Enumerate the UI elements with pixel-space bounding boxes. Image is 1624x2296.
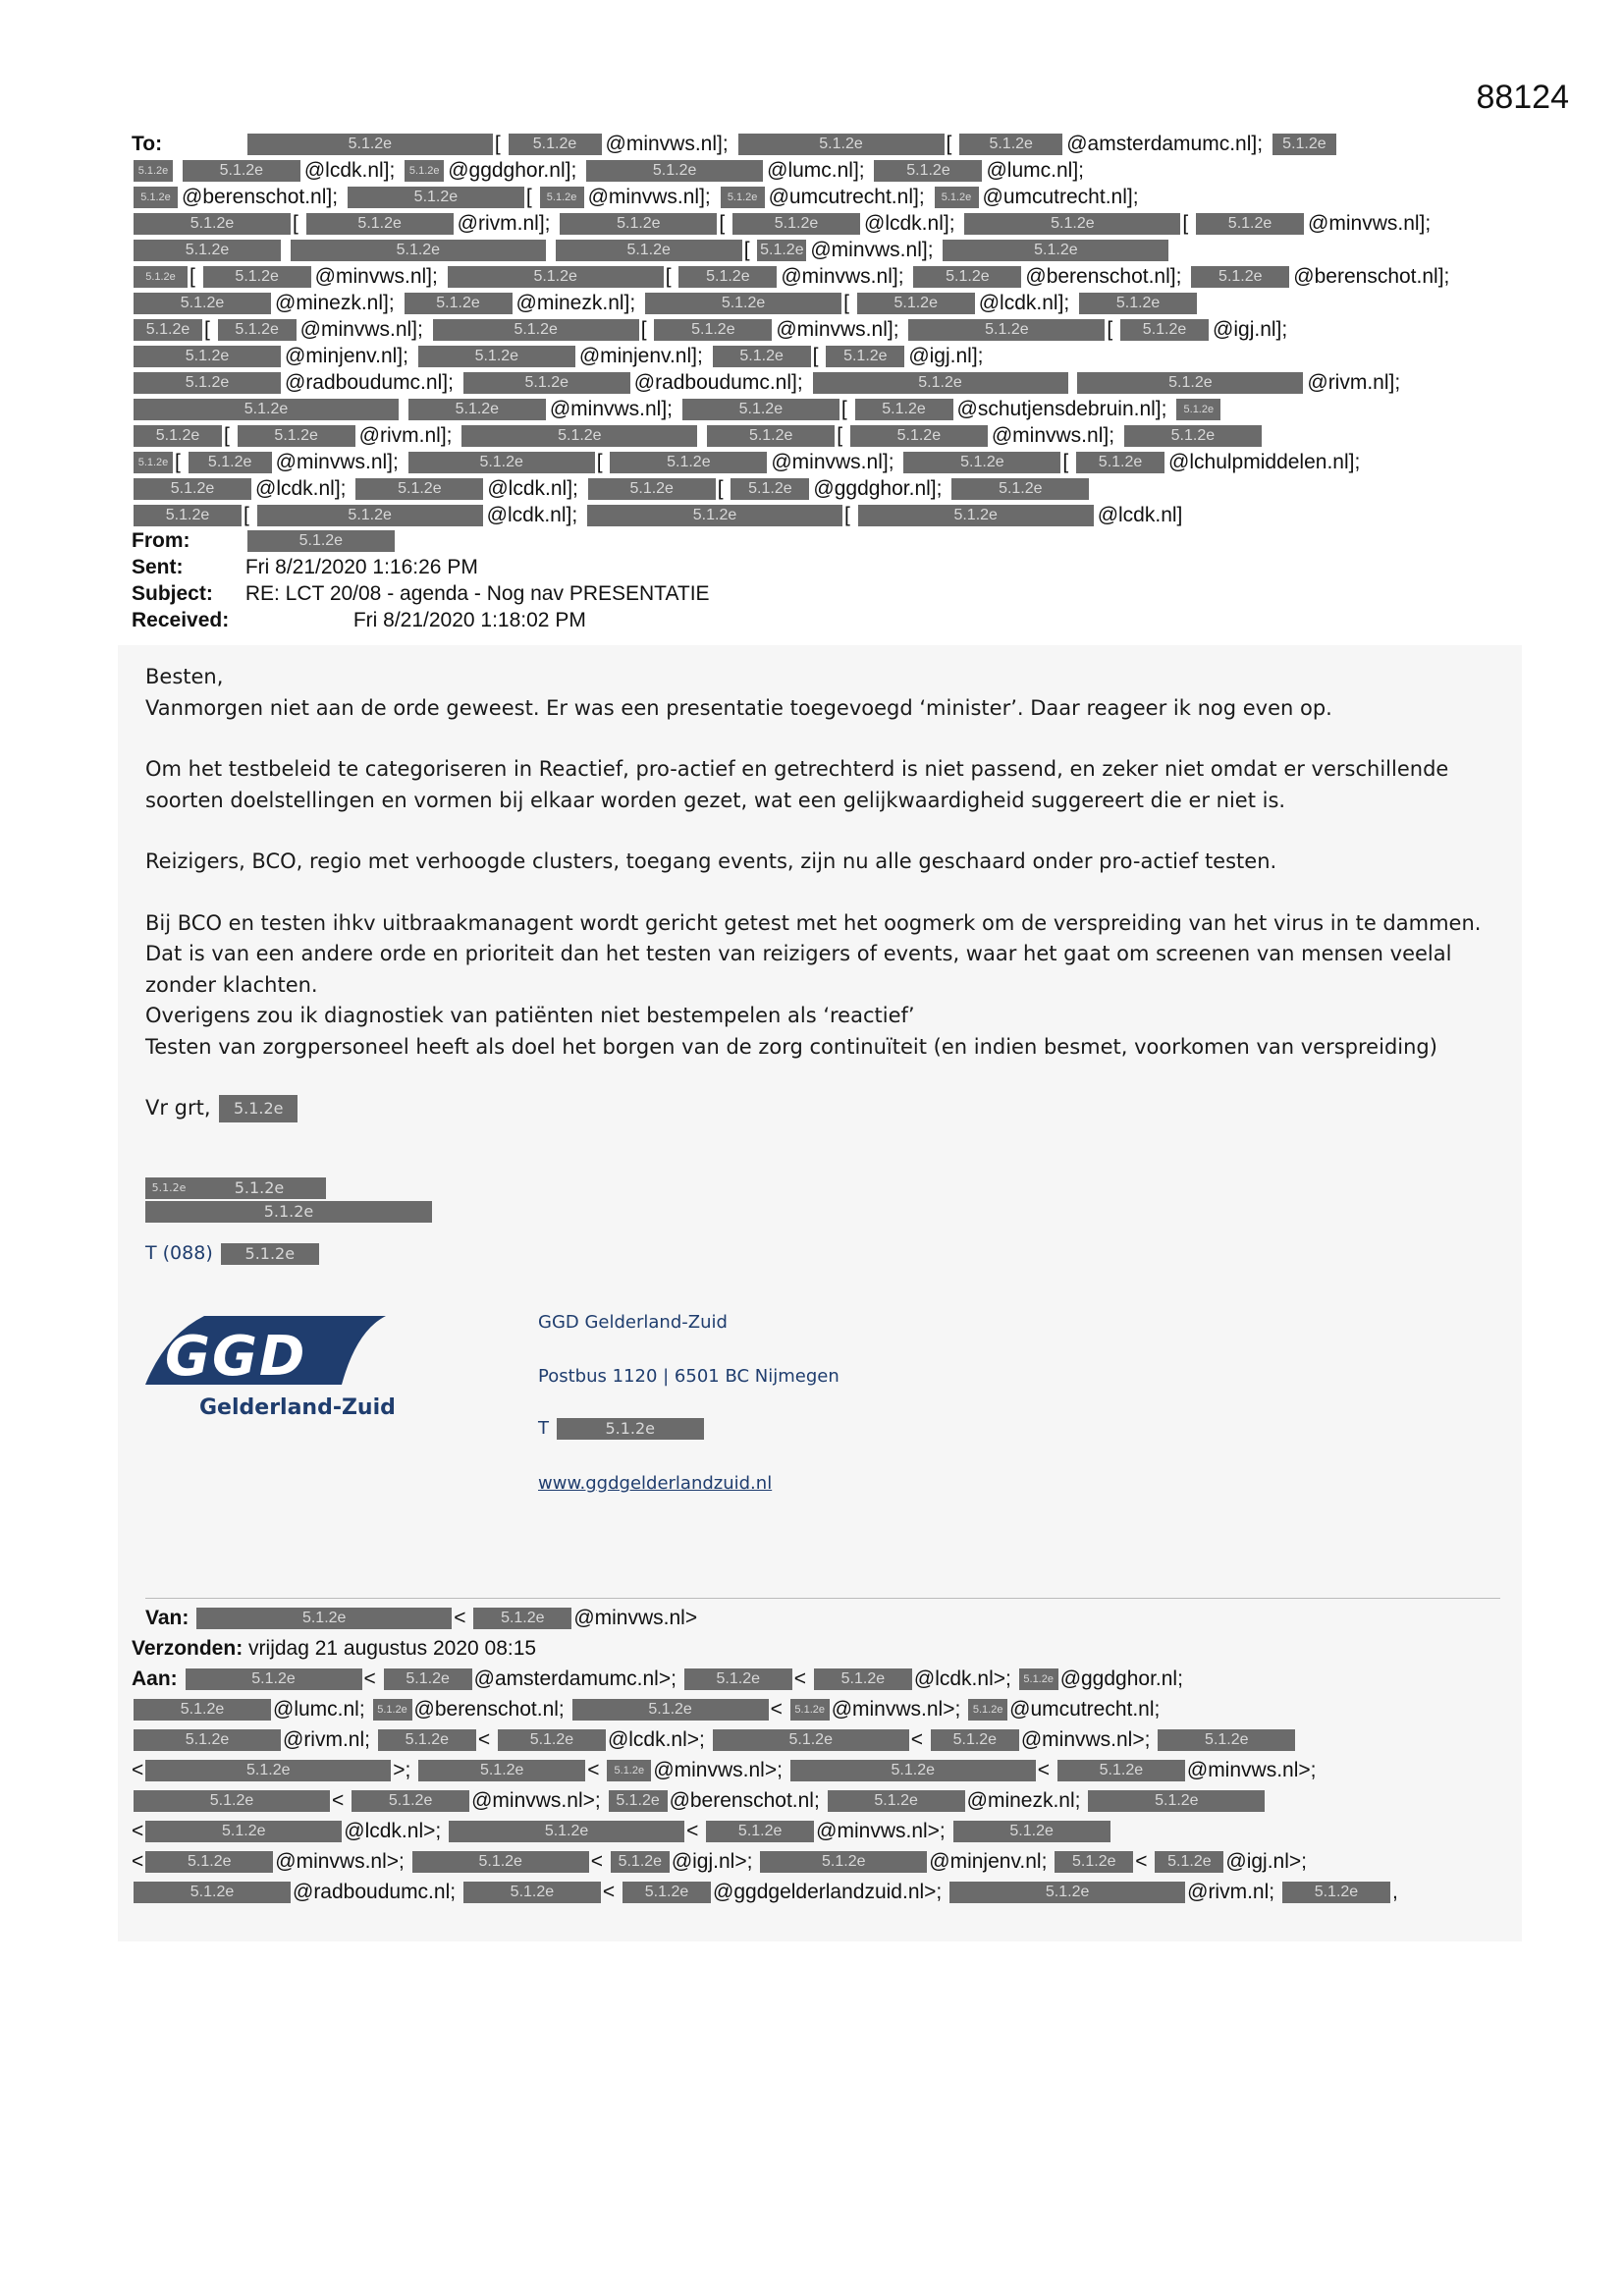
to-recipients-block: To: 5.1.2e [ 5.1.2e @minvws.nl]; 5.1.2e [ 5.1.2e @amsterdamumc.nl]; 5.1.2e 5.1.2e 5.1.2e @lcdk.nl]; 5.1.2e @ggdghor.nl]; 5.1.2e @lumc.nl]; 5.1.2e @lumc.nl]; 5.1.2e @berenschot.nl]; 5.1.2e [ 5.1.2e @minvws.nl]; 5.1.2e @umcutrecht.nl]; 5.1.2e @umcutrecht.nl]; 5.1.2e [ 5.1.2e @rivm.nl]; 5.1.2e [ 5.1.2e @lcdk.nl]; 5.1.2e [ 5.1.2e @minvws.nl]; 5.1.2e 5.1.2e 5.1.2e [ 5.1.2e @minvws.nl]; 5.1.2e 5.1.2e [ 5.1.2e @minvws.nl]; 5.1.2e [ 5.1.2e @minvws.nl]; 5.1.2e @berenschot.nl]; 5.1.2e @berenschot.nl]; 5.1.2e @minezk.nl]; 5.1.2e @minezk.nl]; 5.1.2e [ 5.1.2e @lcdk.nl]; 5.1.2e 5.1.2e [ 5.1.2e @minvws.nl]; 5.1.2e [ 5.1.2e @minvws.nl]; 5.1.2e [ 5.1.2e @igj.nl]; 5.1.2e @minjenv.nl]; 5.1.2e @minjenv.nl]; 5.1.2e [ 5.1.2e @igj.nl]; 5.1.2e @radboudumc.nl]; 5.1.2e @radboudumc.nl]; 5.1.2e 5.1.2e @rivm.nl]; 5.1.2e 5.1.2e @minvws.nl]; 5.1.2e [ 5.1.2e @schutjensdebruin.nl]; 5.1.2e 5.1.2e [ 5.1.2e @rivm.nl]; 5.1.2e 5.1.2e [ 5.1.2e @minvws.nl]; 5.1.2e 5.1.2e [ 5.1.2e @minvws.nl]; 5.1.2e [ 5.1.2e @minvws.nl]; 5.1.2e [ 5.1.2e @lchulpmiddelen.nl]; 5.1.2e @lcdk.nl]; 5.1.2e @lcdk.nl]; 5.1.2e [ 5.1.2e @ggdghor.nl]; 5.1.2e 5.1.2e [ 5.1.2e @lcdk.nl]; 5.1.2e [ 5.1.2e @lcdk.nl] (132, 133, 1450, 526)
redaction: 5.1.2e (145, 1177, 192, 1199)
redaction: 5.1.2e (448, 266, 664, 288)
redaction: 5.1.2e (247, 530, 395, 552)
ggd-logo (145, 1316, 410, 1424)
redaction: 5.1.2e (355, 478, 483, 500)
redaction: 5.1.2e (189, 452, 272, 473)
website-link[interactable]: www.ggdgelderlandzuid.nl (538, 1473, 773, 1494)
redaction: 5.1.2e (814, 1668, 912, 1690)
redaction: 5.1.2e (463, 1882, 601, 1903)
redaction: 5.1.2e (684, 1668, 792, 1690)
redaction: 5.1.2e (203, 266, 311, 288)
email-domain: @ggdghor.nl]; (448, 159, 577, 182)
redaction: 5.1.2e (412, 1851, 589, 1873)
redaction: 5.1.2e (1155, 1851, 1223, 1873)
redaction: 5.1.2e (732, 213, 860, 235)
document-number: 88124 (1476, 79, 1569, 116)
email-domain: @lcdk.nl]; (978, 292, 1070, 314)
signature-title (145, 1200, 432, 1223)
email-domain: @minvws.nl> (573, 1607, 698, 1629)
van-label: Van: (145, 1607, 189, 1629)
redaction: 5.1.2e (713, 1729, 909, 1751)
redaction: 5.1.2e (247, 134, 493, 155)
redaction: 5.1.2e (557, 1418, 704, 1440)
divider (145, 1598, 1500, 1599)
redaction: 5.1.2e (623, 1882, 711, 1903)
redaction: 5.1.2e (352, 1790, 469, 1812)
redaction: 5.1.2e (145, 1821, 342, 1842)
redaction: 5.1.2e (461, 425, 697, 447)
redaction: 5.1.2e (951, 478, 1089, 500)
redaction: 5.1.2e (572, 1699, 769, 1721)
redaction: 5.1.2e (221, 1243, 319, 1265)
paragraph: Bij BCO en testen ihkv uitbraakmanagent wordt gericht getest met het oogmerk om de verspreiding van het virus in te dammen. (145, 910, 1482, 935)
redaction: 5.1.2e (678, 266, 777, 288)
org-phone: T 5.1.2e (538, 1418, 706, 1440)
redaction: 5.1.2e (721, 187, 765, 208)
redaction: 5.1.2e (654, 319, 772, 341)
received-value: Fri 8/21/2020 1:18:02 PM (352, 609, 586, 631)
email-domain: @minezk.nl]; (275, 292, 395, 314)
email-domain: @lchulpmiddelen.nl]; (1168, 451, 1361, 473)
redaction: 5.1.2e (291, 240, 546, 261)
email-domain: @igj.nl]; (1213, 318, 1288, 341)
redaction: 5.1.2e (731, 478, 809, 500)
redaction: 5.1.2e (588, 478, 716, 500)
redaction: 5.1.2e (953, 1821, 1110, 1842)
signature-phone: T (088) 5.1.2e (145, 1242, 321, 1265)
redaction: 5.1.2e (828, 1790, 965, 1812)
redaction: 5.1.2e (1088, 1790, 1265, 1812)
redaction: 5.1.2e (935, 187, 979, 208)
redaction: 5.1.2e (1158, 1729, 1295, 1751)
paragraph: Testen van zorgpersoneel heeft als doel het borgen van de zorg continuïteit (en indien besmet, voorkomen van verspreiding) (145, 1034, 1437, 1059)
signature-name (145, 1176, 326, 1199)
redaction: 5.1.2e (1019, 1668, 1058, 1690)
redaction: 5.1.2e (757, 240, 806, 261)
redaction: 5.1.2e (556, 240, 742, 261)
redaction: 5.1.2e (1196, 213, 1304, 235)
redaction: 5.1.2e (134, 478, 251, 500)
email-domain: @minvws.nl]; (810, 239, 934, 261)
logo-subtext: Gelderland-Zuid (199, 1395, 396, 1420)
redaction: 5.1.2e (378, 1729, 476, 1751)
message-body (145, 662, 1500, 1124)
redaction: 5.1.2e (134, 399, 399, 420)
redaction: 5.1.2e (257, 505, 483, 526)
redaction: 5.1.2e (903, 452, 1060, 473)
email-meta (132, 527, 710, 633)
redaction: 5.1.2e (760, 1851, 927, 1873)
redaction: 5.1.2e (134, 213, 291, 235)
paragraph: Vanmorgen niet aan de orde geweest. Er was een presentatie toegevoegd ‘minister’. Daar reageer ik nog even op. (145, 695, 1332, 720)
redaction: 5.1.2e (1120, 319, 1209, 341)
redaction: 5.1.2e (134, 160, 173, 182)
to-label: To: (132, 133, 163, 155)
closing: Vr grt, 5.1.2e (145, 1093, 1500, 1124)
redaction: 5.1.2e (874, 160, 982, 182)
redaction: 5.1.2e (134, 240, 281, 261)
email-domain: @minvws.nl]; (781, 265, 904, 288)
email-domain: @minvws.nl]; (275, 451, 399, 473)
redaction: 5.1.2e (1055, 1851, 1133, 1873)
email-domain: @minjenv.nl]; (285, 345, 408, 367)
redaction: 5.1.2e (682, 399, 839, 420)
redaction: 5.1.2e (192, 1177, 326, 1199)
aan-label: Aan: (132, 1667, 178, 1690)
verzonden-label: Verzonden: (132, 1637, 244, 1660)
email-domain: @minvws.nl]; (991, 424, 1115, 447)
redaction: 5.1.2e (587, 505, 842, 526)
redaction: 5.1.2e (586, 160, 763, 182)
redaction: 5.1.2e (943, 240, 1168, 261)
email-domain: @minvws.nl]; (771, 451, 894, 473)
redaction: 5.1.2e (964, 213, 1180, 235)
email-domain: @radboudumc.nl]; (285, 371, 454, 394)
redaction: 5.1.2e (186, 1668, 362, 1690)
redaction: 5.1.2e (134, 1882, 291, 1903)
redaction: 5.1.2e (1124, 425, 1262, 447)
redaction: 5.1.2e (850, 425, 988, 447)
email-domain: @rivm.nl]; (1307, 371, 1401, 394)
org-website (538, 1473, 772, 1494)
redaction: 5.1.2e (949, 1882, 1185, 1903)
email-domain: @minvws.nl]; (605, 133, 729, 155)
redaction: 5.1.2e (134, 346, 281, 367)
email-domain: @lcdk.nl]; (486, 504, 578, 526)
redaction: 5.1.2e (134, 1729, 281, 1751)
redaction: 5.1.2e (645, 293, 841, 314)
email-domain: @lcdk.nl] (1097, 504, 1183, 526)
email-domain: @berenschot.nl]; (1025, 265, 1182, 288)
email-domain: @lcdk.nl]; (487, 477, 578, 500)
email-domain: @lcdk.nl]; (864, 212, 955, 235)
redaction: 5.1.2e (145, 1851, 273, 1873)
redaction: 5.1.2e (473, 1608, 571, 1629)
redaction: 5.1.2e (931, 1729, 1019, 1751)
redaction: 5.1.2e (706, 1821, 814, 1842)
redaction: 5.1.2e (913, 266, 1021, 288)
paragraph: Dat is van een andere orde en prioriteit dan het testen van reizigers of events, waar het gaat om screenen van mensen veelal zonder klachten. (145, 942, 1452, 997)
redaction: 5.1.2e (813, 372, 1068, 394)
redaction: 5.1.2e (609, 1790, 668, 1812)
email-domain: @rivm.nl]; (457, 212, 551, 235)
redaction: 5.1.2e (183, 160, 300, 182)
redaction: 5.1.2e (196, 1608, 452, 1629)
redaction: 5.1.2e (1282, 1882, 1390, 1903)
email-domain: @lumc.nl]; (986, 159, 1084, 182)
redaction: 5.1.2e (713, 346, 811, 367)
received-label: Received: (132, 609, 230, 631)
redaction: 5.1.2e (959, 134, 1062, 155)
logo-text: GGD (165, 1325, 307, 1389)
email-domain: @schutjensdebruin.nl]; (956, 398, 1167, 420)
email-domain: @minvws.nl]; (299, 318, 423, 341)
email-domain: @umcutrecht.nl]; (982, 186, 1139, 208)
email-domain: @minvws.nl]; (549, 398, 674, 420)
redaction: 5.1.2e (790, 1699, 830, 1721)
email-domain: @minezk.nl]; (515, 292, 636, 314)
redaction: 5.1.2e (405, 160, 444, 182)
redaction: 5.1.2e (384, 1668, 472, 1690)
redaction: 5.1.2e (968, 1699, 1007, 1721)
email-domain: @ggdghor.nl]; (813, 477, 943, 500)
email-domain: @minvws.nl]; (776, 318, 899, 341)
sent-label: Sent: (132, 556, 184, 578)
redaction: 5.1.2e (373, 1699, 412, 1721)
paragraph: Om het testbeleid te categoriseren in Reactief, pro-actief en getrechterd is niet passend, en zeker niet omdat er verschillende soorten doelstellingen en vormen bij elkaar worden gezet, wat een gelijkwaardigheid suggereert die er niet is. (145, 757, 1449, 812)
redaction: 5.1.2e (1191, 266, 1289, 288)
redaction: 5.1.2e (1057, 1760, 1185, 1781)
email-domain: @amsterdamumc.nl]; (1066, 133, 1264, 155)
redaction: 5.1.2e (219, 1095, 298, 1122)
redaction: 5.1.2e (348, 187, 524, 208)
redaction: 5.1.2e (418, 346, 575, 367)
email-domain: @radboudumc.nl]; (633, 371, 803, 394)
email-domain: @igj.nl]; (908, 345, 984, 367)
email-domain: @minvws.nl]; (1308, 212, 1432, 235)
email-domain: @lumc.nl]; (767, 159, 865, 182)
redaction: 5.1.2e (408, 452, 595, 473)
email-domain: @lcdk.nl]; (303, 159, 396, 182)
redaction: 5.1.2e (238, 425, 355, 447)
redaction: 5.1.2e (509, 134, 602, 155)
redaction: 5.1.2e (857, 293, 975, 314)
redaction: 5.1.2e (611, 1851, 670, 1873)
redaction: 5.1.2e (858, 505, 1094, 526)
redaction: 5.1.2e (908, 319, 1105, 341)
paragraph: Overigens zou ik diagnostiek van patiënten niet bestempelen als ‘reactief’ (145, 1004, 915, 1027)
email-domain: @minvws.nl]; (587, 186, 711, 208)
redaction: 5.1.2e (134, 293, 271, 314)
redaction: 5.1.2e (449, 1821, 684, 1842)
email-domain: @minvws.nl]; (314, 265, 438, 288)
redaction: 5.1.2e (134, 452, 173, 473)
from-label: From: (132, 529, 190, 552)
redaction: 5.1.2e (145, 1760, 391, 1781)
redaction: 5.1.2e (855, 399, 953, 420)
redaction: 5.1.2e (1176, 399, 1220, 420)
subject-label: Subject: (132, 582, 213, 605)
redaction: 5.1.2e (1079, 293, 1197, 314)
redaction: 5.1.2e (826, 346, 904, 367)
redaction: 5.1.2e (707, 425, 835, 447)
org-address: Postbus 1120 | 6501 BC Nijmegen (538, 1366, 839, 1387)
email-domain: @berenschot.nl]; (1293, 265, 1450, 288)
redaction: 5.1.2e (134, 1790, 330, 1812)
forwarded-header: Van: 5.1.2e < 5.1.2e @minvws.nl> Verzonden: vrijdag 21 augustus 2020 08:15 Aan: 5.1.2e < 5.1.2e @amsterdamumc.nl>; 5.1.2e < 5.1.2e @lcdk.nl>; 5.1.2e @ggdghor.nl; 5.1.2e @lumc.nl; 5.1.2e @berenschot.nl; 5.1.2e < 5.1.2e @minvws.nl>; 5.1.2e @umcutrecht.nl; 5.1.2e @rivm.nl; 5.1.2e < 5.1.2e @lcdk.nl>; 5.1.2e < 5.1.2e @minvws.nl>; 5.1.2e < 5.1.2e >; 5.1.2e < 5.1.2e @minvws.nl>; 5.1.2e < 5.1.2e @minvws.nl>; 5.1.2e < 5.1.2e @minvws.nl>; 5.1.2e @berenschot.nl; 5.1.2e @minezk.nl; 5.1.2e < 5.1.2e @lcdk.nl>; 5.1.2e < 5.1.2e @minvws.nl>; 5.1.2e < 5.1.2e @minvws.nl>; 5.1.2e < 5.1.2e @igj.nl>; 5.1.2e @minjenv.nl; 5.1.2e < 5.1.2e @igj.nl>; 5.1.2e @radboudumc.nl; 5.1.2e < 5.1.2e @ggdgelderlandzuid.nl>; 5.1.2e @rivm.nl; 5.1.2e , (132, 1607, 1398, 1903)
email-domain: @rivm.nl]; (358, 424, 453, 447)
sent-value: Fri 8/21/2020 1:16:26 PM (244, 556, 478, 578)
redaction: 5.1.2e (1272, 134, 1336, 155)
redaction: 5.1.2e (498, 1729, 606, 1751)
redaction: 5.1.2e (540, 187, 584, 208)
redaction: 5.1.2e (463, 372, 630, 394)
redaction: 5.1.2e (134, 187, 178, 208)
paragraph: Reizigers, BCO, regio met verhoogde clusters, toegang events, zijn nu alle geschaard onder pro-actief testen. (145, 849, 1277, 873)
redaction: 5.1.2e (134, 266, 188, 288)
redaction: 5.1.2e (134, 425, 222, 447)
redaction: 5.1.2e (607, 1760, 651, 1781)
org-name: GGD Gelderland-Zuid (538, 1312, 728, 1333)
redaction: 5.1.2e (218, 319, 297, 341)
redaction: 5.1.2e (306, 213, 454, 235)
redaction: 5.1.2e (418, 1760, 585, 1781)
greeting: Besten, (145, 665, 224, 688)
verzonden-value: vrijdag 21 augustus 2020 08:15 (248, 1637, 537, 1660)
redaction: 5.1.2e (134, 372, 281, 394)
redaction: 5.1.2e (408, 399, 546, 420)
redaction: 5.1.2e (405, 293, 513, 314)
redaction: 5.1.2e (134, 505, 242, 526)
email-domain: @minjenv.nl]; (578, 345, 703, 367)
subject-value: RE: LCT 20/08 - agenda - Nog nav PRESENTATIE (244, 582, 710, 605)
redaction: 5.1.2e (134, 1699, 271, 1721)
redaction: 5.1.2e (134, 319, 202, 341)
redaction: 5.1.2e (560, 213, 717, 235)
email-domain: @lcdk.nl]; (255, 477, 347, 500)
redaction: 5.1.2e (610, 452, 767, 473)
redaction: 5.1.2e (433, 319, 639, 341)
email-domain: @berenschot.nl]; (182, 186, 339, 208)
redaction: 5.1.2e (1077, 372, 1303, 394)
redaction: 5.1.2e (790, 1760, 1036, 1781)
redaction: 5.1.2e (145, 1201, 432, 1223)
redaction: 5.1.2e (738, 134, 945, 155)
redaction: 5.1.2e (1076, 452, 1164, 473)
email-domain: @umcutrecht.nl]; (768, 186, 925, 208)
